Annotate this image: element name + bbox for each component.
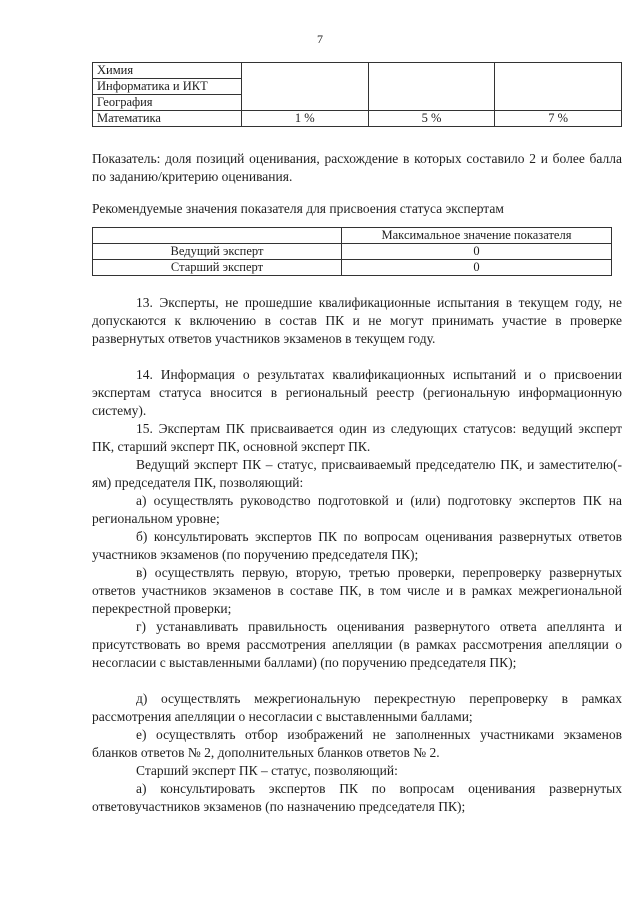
header-empty-cell <box>93 228 342 244</box>
lead-expert-item-g: г) устанавливать правильность оценивания развернутого ответа апеллянта и присутствовать во время рассмотрения апелляции (в рамках рассмотрения апелляции о несогласии с выставленными баллами) (по поручению председателя ПК); <box>92 619 622 670</box>
value-cell <box>495 63 622 111</box>
lead-expert-item-d: д) осуществлять межрегиональную перекрестную перепроверку в рамках рассмотрения апелляции о несогласии с выставленными баллами; <box>92 691 622 724</box>
lead-expert-definition: Ведущий эксперт ПК – статус, присваиваемый председателю ПК, и заместителю(-ям) председателя ПК, позволяющий: <box>92 457 622 490</box>
status-cell: Старший эксперт <box>93 260 342 276</box>
lead-expert-item-v: в) осуществлять первую, вторую, третью проверки, перепроверку развернутых ответов участников экзаменов в составе ПК, в том числе и в рамках межрегиональной перекрестной проверки; <box>92 565 622 616</box>
table-row <box>93 228 612 244</box>
value-cell: 0 <box>342 260 612 276</box>
paragraph-13: 13. Эксперты, не прошедшие квалификационные испытания в текущем году, не допускаются к включению в состав ПК и не могут принимать участие в проверке развернутых ответов участников экзаменов в текущем году. <box>92 295 622 346</box>
header-cell: Максимальное значение показателя <box>342 228 612 244</box>
value-cell: 5 % <box>368 111 495 127</box>
subject-cell: Информатика и ИКТ <box>93 79 242 95</box>
senior-expert-item-a: а) консультировать экспертов ПК по вопросам оценивания развернутых ответовучастников экзаменов (по назначению председателя ПК); <box>92 781 622 814</box>
value-cell: 7 % <box>495 111 622 127</box>
paragraph-14: 14. Информация о результатах квалификационных испытаний и о присвоении экспертам статуса вносится в региональный реестр (региональную информационную систему). <box>92 367 622 418</box>
value-cell <box>368 63 495 111</box>
status-table <box>92 227 612 276</box>
lead-expert-item-e: е) осуществлять отбор изображений не заполненных участниками экзаменов бланков ответов № 2, дополнительных бланков ответов № 2. <box>92 727 622 760</box>
table-row <box>93 111 622 127</box>
subject-cell: География <box>93 95 242 111</box>
table-row <box>93 260 612 276</box>
status-cell: Ведущий эксперт <box>93 244 342 260</box>
senior-expert-definition: Старший эксперт ПК – статус, позволяющий: <box>136 763 398 778</box>
subject-cell: Математика <box>93 111 242 127</box>
recommended-title: Рекомендуемые значения показателя для присвоения статуса экспертам <box>92 201 504 216</box>
paragraph-15: 15. Экспертам ПК присваивается один из следующих статусов: ведущий эксперт ПК, старший эксперт ПК, основной эксперт ПК. <box>92 421 622 454</box>
lead-expert-item-a: а) осуществлять руководство подготовкой и (или) подготовку экспертов ПК на региональном уровне; <box>92 493 622 526</box>
value-cell <box>242 63 369 111</box>
value-cell: 0 <box>342 244 612 260</box>
table-row <box>93 63 622 79</box>
subjects-percent-table <box>92 62 622 127</box>
subject-cell: Химия <box>93 63 242 79</box>
lead-expert-item-b: б) консультировать экспертов ПК по вопросам оценивания развернутых ответов участников экзаменов (по поручению председателя ПК); <box>92 529 622 562</box>
page-number: 7 <box>317 32 323 46</box>
table-row <box>93 244 612 260</box>
value-cell: 1 % <box>242 111 369 127</box>
indicator-text: Показатель: доля позиций оценивания, расхождение в которых составило 2 и более балла по заданию/критерию оценивания. <box>92 151 622 184</box>
